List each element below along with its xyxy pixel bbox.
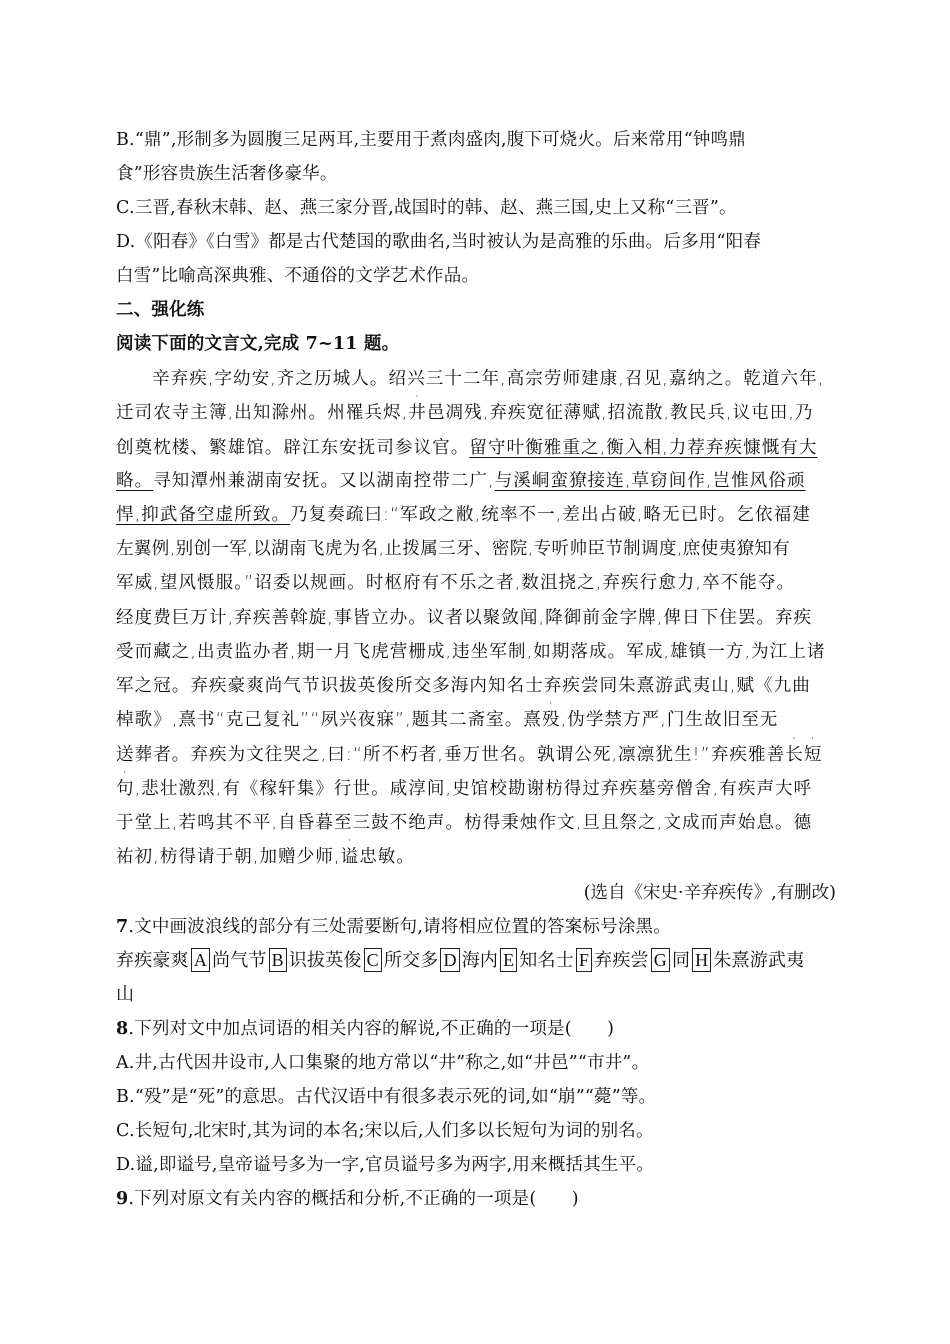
option-c-line: C.三晋,春秋末韩、赵、燕三家分晋,战国时的韩、赵、燕三国,史上又称“三晋”。 bbox=[116, 198, 737, 218]
passage-source: (选自《宋史·辛弃疾传》,有删改) bbox=[583, 883, 836, 903]
q7-segment: 所交多 bbox=[383, 950, 439, 971]
passage-text: 送葬者。弃疾为文往哭之,曰:“所不朽者,垂万世名。孰谓公死,凛凛犹生!”弃疾雅善 bbox=[116, 745, 786, 765]
passage-text: 忠敏。 bbox=[359, 847, 416, 867]
passage-line-9: 受而藏之,出责监办者,期一月飞虎营栅成,违坐军制,如期落成。军成,雄镇一方,为江上诸 bbox=[116, 642, 826, 662]
dotted-word-mo: 殁 bbox=[542, 710, 561, 730]
question-text: .下列对文中加点词语的相关内容的解说,不正确的一项是( ) bbox=[128, 1019, 615, 1039]
option-b-line-1: B.“鼎”,形制多为圆腹三足两耳,主要用于煮肉盛肉,腹下可烧火。后来常用“钟鸣鼎 bbox=[116, 130, 746, 150]
passage-line-2 bbox=[116, 401, 836, 425]
passage-text: ,伪学禁方严,门生故旧至无 bbox=[560, 710, 779, 730]
q7-segment: 知名士 bbox=[519, 950, 574, 971]
passage-line-10: 军之冠。弃疾豪爽尚气节识拔英俊所交多海内知名士弃疾尝同朱熹游武夷山,赋《九曲 bbox=[116, 676, 811, 696]
dotted-word-duan: 短 bbox=[803, 745, 823, 765]
q8-option-c[interactable]: C.长短句,北宋时,其为词的本名;宋以后,人们多以长短句为词的别名。 bbox=[116, 1121, 654, 1141]
answer-box-c[interactable]: C bbox=[364, 948, 382, 972]
option-d-line-1: D.《阳春》《白雪》都是古代楚国的歌曲名,当时被认为是高雅的乐曲。后多用“阳春 bbox=[116, 232, 762, 252]
passage-line-11 bbox=[116, 708, 836, 732]
passage-line-13 bbox=[116, 777, 836, 801]
passage-line-3 bbox=[116, 436, 836, 460]
q7-answer-row bbox=[116, 948, 804, 973]
option-b-line-2: 食”形容贵族生活奢侈豪华。 bbox=[116, 164, 338, 184]
question-9 bbox=[116, 1187, 579, 1211]
question-text: .下列对原文有关内容的概括和分析,不正确的一项是( ) bbox=[128, 1189, 579, 1209]
q7-segment: 同 bbox=[671, 950, 691, 971]
passage-text: 迁司农寺主簿,出知滁州。州罹兵烬, bbox=[116, 403, 409, 423]
answer-box-h[interactable]: H bbox=[692, 948, 711, 972]
underlined-sentence: 悍,抑武备空虚所致。 bbox=[116, 505, 291, 525]
passage-line-6: 左翼例,别创一军,以湖南飞虎为名,止拨属三牙、密院,专听帅臣节制调度,庶使夷獠知有 bbox=[116, 539, 791, 559]
passage-line-14: 于堂上,若鸣其不平,自昏暮至三鼓不绝声。枋得秉烛作文,旦且祭之,文成而声始息。德 bbox=[116, 813, 813, 833]
passage-text: 创奠枕楼、繁雄馆。辟江东安抚司参议官。 bbox=[116, 438, 470, 458]
q8-option-a[interactable]: A.井,古代因井设市,人口集聚的地方常以“井”称之,如“井邑”“市井”。 bbox=[116, 1053, 650, 1073]
underlined-sentence: 与溪峒蛮獠接连,草窃间作,岂惟风俗顽 bbox=[494, 471, 806, 491]
dotted-word-ju: 句 bbox=[116, 779, 135, 799]
q7-segment: 弃疾豪爽 bbox=[116, 950, 189, 971]
q7-segment: 弃疾尝 bbox=[594, 950, 649, 971]
q7-segment: 尚气节 bbox=[212, 950, 267, 971]
answer-box-g[interactable]: G bbox=[651, 948, 670, 972]
answer-box-b[interactable]: B bbox=[269, 948, 287, 972]
q7-answer-tail: 山 bbox=[116, 984, 135, 1005]
passage-line-7: 军威,望风慑服。”诏委以规画。时枢府有不乐之者,数沮挠之,弃疾行愈力,卒不能夺。 bbox=[116, 573, 796, 593]
option-d-line-2: 白雪”比喻高深典雅、不通俗的文学艺术作品。 bbox=[116, 266, 480, 286]
question-number: 9 bbox=[116, 1189, 129, 1209]
passage-text: 祐初,枋得请于朝,加赠少师, bbox=[116, 847, 341, 867]
q7-segment: 朱熹游武夷 bbox=[713, 950, 805, 971]
dotted-word-chang: 长 bbox=[785, 745, 804, 765]
underlined-sentence: 留守叶衡雅重之,衡入相,力荐弃疾慷慨有大 bbox=[469, 438, 818, 458]
answer-box-a[interactable]: A bbox=[191, 948, 210, 972]
dotted-word-shi: 谥 bbox=[340, 847, 360, 867]
section-instruction: 阅读下面的文言文,完成 7~11 题。 bbox=[116, 334, 400, 354]
passage-line-8: 经度费巨万计,弃疾善斡旋,事皆立办。议者以聚敛闻,降御前金字牌,俾日下住罢。弃疾 bbox=[116, 608, 813, 628]
section-title: 二、强化练 bbox=[116, 300, 205, 320]
question-7 bbox=[116, 915, 671, 939]
passage-text: 寻知潭州兼湖南安抚。又以湖南控带二广, bbox=[153, 471, 495, 491]
passage-line-4 bbox=[116, 469, 836, 493]
answer-box-d[interactable]: D bbox=[440, 948, 459, 972]
passage-line-1: 辛弃疾,字幼安,齐之历城人。绍兴三十二年,高宗劳师建康,召见,嘉纳之。乾道六年, bbox=[152, 369, 825, 389]
passage-text: 棹歌》,熹书“克己复礼”“夙兴夜寐”,题其二斋室。熹 bbox=[116, 710, 542, 730]
passage-text: 邑凋残,弃疾宽征薄赋,招流散,教民兵,议屯田,乃 bbox=[426, 403, 814, 423]
q7-segment: 识拔英俊 bbox=[288, 950, 362, 971]
passage-line-5 bbox=[116, 503, 836, 527]
passage-text: 乃复奏疏曰:“军政之敝,统率不一,差出占破,略无已时。乞依福建 bbox=[290, 505, 811, 525]
question-number: 7 bbox=[116, 917, 129, 937]
q8-option-d[interactable]: D.谥,即谥号,皇帝谥号多为一字,官员谥号多为两字,用来概括其生平。 bbox=[116, 1155, 655, 1175]
question-8 bbox=[116, 1017, 614, 1041]
question-number: 8 bbox=[116, 1019, 129, 1039]
answer-box-f[interactable]: F bbox=[576, 948, 592, 972]
dotted-word-jing: 井 bbox=[408, 403, 427, 423]
passage-line-15 bbox=[116, 845, 836, 869]
passage-line-12 bbox=[116, 743, 836, 767]
question-text: .文中画波浪线的部分有三处需要断句,请将相应位置的答案标号涂黑。 bbox=[128, 917, 671, 937]
passage-text: ,悲壮激烈,有《稼轩集》行世。咸淳间,史馆校勘谢枋得过弃疾墓旁僧舍,有疾声大呼 bbox=[134, 779, 813, 799]
q7-segment: 海内 bbox=[461, 950, 499, 971]
underlined-sentence: 略。 bbox=[116, 471, 154, 491]
answer-box-e[interactable]: E bbox=[500, 948, 517, 972]
q8-option-b[interactable]: B.“殁”是“死”的意思。古代汉语中有很多表示死的词,如“崩”“薨”等。 bbox=[116, 1087, 657, 1107]
